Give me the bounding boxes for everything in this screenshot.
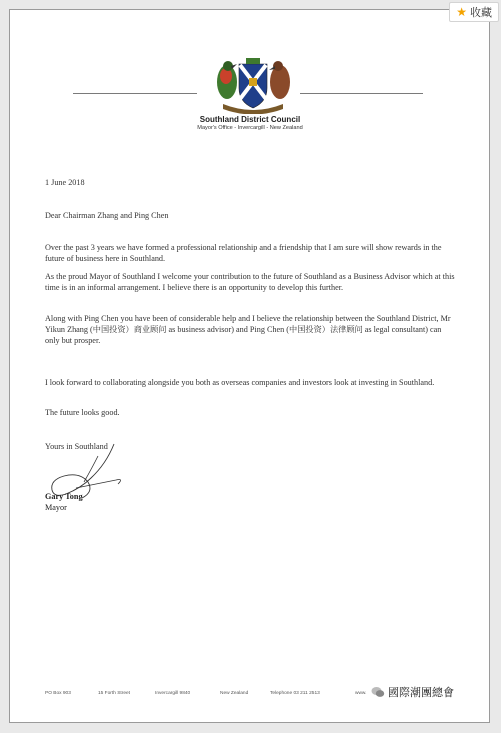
favorite-label: 收藏 (470, 6, 492, 19)
letterhead-rule-right (300, 93, 423, 94)
footer-street: 15 Forth Street (98, 691, 130, 696)
letterhead-rule-left (73, 93, 197, 94)
favorite-button[interactable] (449, 2, 499, 22)
office-line: Mayor's Office - Invercargill - New Zealand (197, 125, 303, 131)
letter-paragraph: As the proud Mayor of Southland I welcome your contribution to the future of Southland as a Business Advisor which at this time is in an informal arrangement. I believe there is an opportunity to develop this further. (45, 272, 455, 293)
footer-web: www. (355, 691, 367, 696)
wechat-icon (371, 685, 385, 699)
letter-paragraph: I look forward to collaborating alongside you both as overseas companies and investors look at investing in Southland. (45, 378, 435, 387)
letter-salutation: Dear Chairman Zhang and Ping Chen (45, 211, 169, 220)
letter-paragraph: The future looks good. (45, 408, 120, 417)
letter-paragraph: Over the past 3 years we have formed a professional relationship and a friendship that I am sure will show rewards in the future of business here in Southland. (45, 243, 442, 264)
council-crest-logo (209, 54, 297, 114)
watermark (371, 684, 454, 700)
signatory-title: Mayor (45, 503, 67, 512)
footer-city: Invercargill 9840 (155, 691, 191, 696)
star-icon: ★ (456, 5, 467, 19)
footer-po-box: PO Box 903 (45, 691, 71, 696)
signatory-name: Gary Tong (45, 492, 83, 501)
watermark-text: 國際潮團總會 (388, 686, 454, 699)
letter-paragraph: Along with Ping Chen you have been of considerable help and I believe the relationship between the Southland District, Mr Yikun Zhang (中国投资）商业顾问 as business advisor) and Ping Chen (中国投资）法律顾问 as legal consultant) can only but prosper. (45, 314, 451, 346)
footer-country: New Zealand (220, 691, 249, 696)
council-name: Southland District Council (199, 115, 301, 124)
letter-date: 1 June 2018 (45, 178, 85, 187)
letter-closing: Yours in Southland (45, 442, 108, 451)
footer-telephone: Telephone 03 211 2513 (270, 691, 320, 696)
